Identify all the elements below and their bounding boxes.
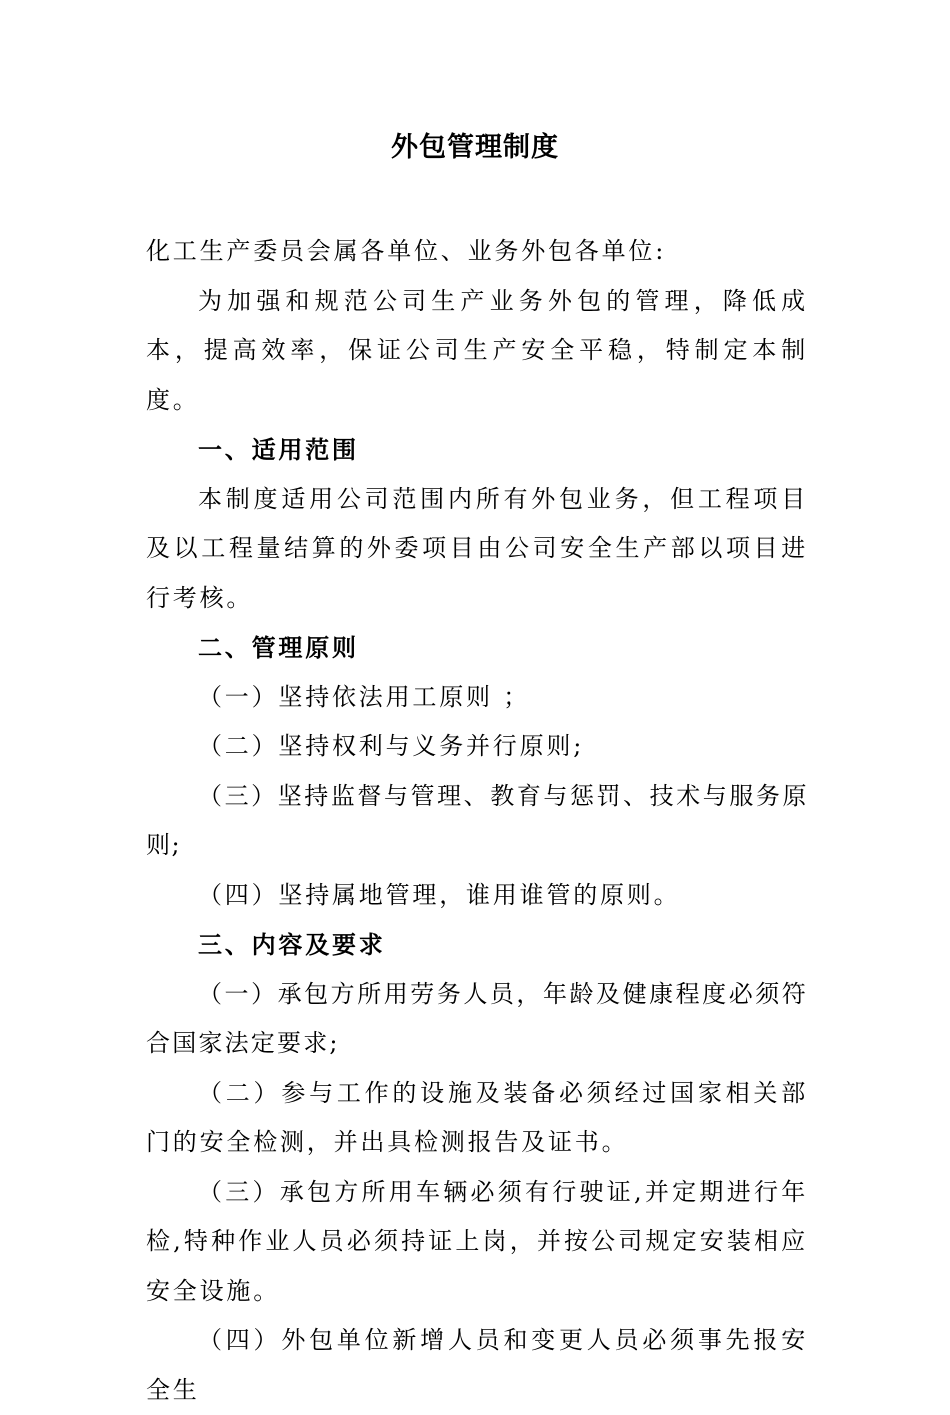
document-title: 外包管理制度 — [391, 132, 559, 163]
salutation: 化工生产委员会属各单位、业务外包各单位: — [146, 237, 667, 265]
requirement-item-4: （四）外包单位新增人员和变更人员必须事先报安全生 — [146, 1326, 808, 1404]
principle-item-3: （三）坚持监督与管理、教育与惩罚、技术与服务原则; — [146, 781, 808, 859]
principle-item-1: （一）坚持依法用工原则 ； — [198, 682, 531, 711]
document-body — [146, 227, 808, 1415]
section-heading-scope: 一、适用范围 — [198, 435, 359, 464]
intro-paragraph: 为加强和规范公司生产业务外包的管理，降低成本，提高效率，保证公司生产安全平稳，特制定本制度。 — [146, 286, 808, 414]
requirement-item-1: （一）承包方所用劳务人员，年龄及健康程度必须符合国家法定要求; — [146, 979, 808, 1057]
scope-paragraph: 本制度适用公司范围内所有外包业务，但工程项目及以工程量结算的外委项目由公司安全生产部以项目进行考核。 — [146, 484, 808, 612]
section-heading-requirements: 三、内容及要求 — [198, 930, 386, 959]
requirement-item-2: （二）参与工作的设施及装备必须经过国家相关部门的安全检测，并出具检测报告及证书。 — [146, 1078, 808, 1156]
principle-item-4: （四）坚持属地管理，谁用谁管的原则。 — [198, 880, 681, 909]
section-heading-principles: 二、管理原则 — [198, 633, 359, 662]
principle-item-2: （二）坚持权利与义务并行原则; — [198, 732, 585, 760]
requirement-item-3: （三）承包方所用车辆必须有行驶证,并定期进行年检,特种作业人员必须持证上岗，并按公司规定安装相应安全设施。 — [146, 1177, 808, 1305]
